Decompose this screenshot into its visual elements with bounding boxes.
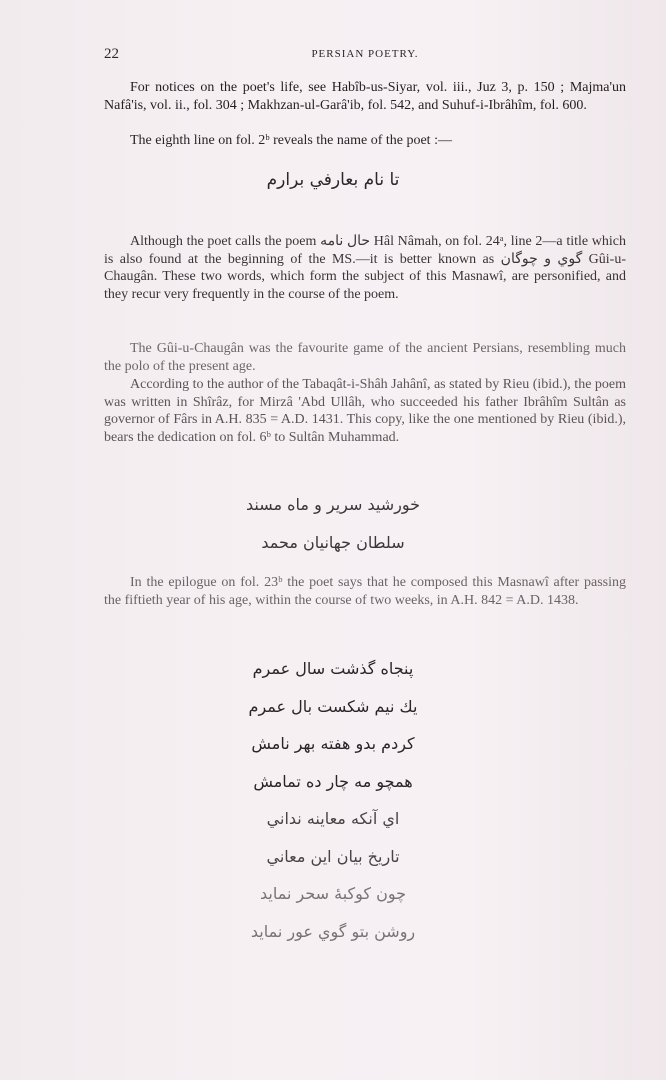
paragraph-sources: [104, 79, 626, 114]
paragraph-author: [104, 376, 626, 446]
verse-line: همچو مه چار ده تمامش: [253, 771, 413, 791]
paragraph-game: [104, 340, 626, 375]
verse-line: یك نیم شکست بال عمرم: [248, 696, 418, 716]
verse-epilogue: [0, 650, 666, 950]
paragraph-text: In the epilogue on fol. 23ᵇ the poet says that he composed this Masnawî after passing the fiftieth year of his age, within the course of two weeks, in A.H. 842 = A.D. 1438.: [104, 575, 626, 608]
paragraph-eighth-line: [104, 132, 626, 150]
paragraph-epilogue: [104, 574, 626, 609]
verse-line: پنجاه گذشت سال عمرم: [252, 659, 414, 678]
page-number: 22: [104, 46, 119, 62]
paragraph-text: The Gûi-u-Chaugân was the favourite game of the ancient Persians, resembling much the polo of the present age.: [104, 341, 626, 374]
verse-line: اي آنکه معاینه نداني: [266, 809, 400, 828]
verse-dedication: [0, 486, 666, 562]
paragraph-text: For notices on the poet's life, see Habîb-us-Siyar, vol. iii., Juz 3, p. 150 ; Majma'un Nafâ'is, vol. ii., fol. 304 ; Makhzan-ul-Garâ'ib, fol. 542, and Suhuf-i-Ibrâhîm, fol. 600.: [104, 80, 626, 113]
verse-line: سلطان جهانیان محمد: [261, 533, 405, 552]
paragraph-text: Although the poet calls the poem حال نامه Hâl Nâmah, on fol. 24ᵃ, line 2—a title which is also found at the beginning of the MS.—it is better known as گوي و چوگان Gûi-u-Chaugân. These two words, which form the subject of this Masnawî, are personified, and they recur very frequently in the course of the poem.: [104, 234, 627, 302]
verse-line: چون کوکبهٔ سحر نماید: [259, 884, 407, 903]
running-head: PERSIAN POETRY.: [311, 48, 419, 60]
verse-line: تا نام بعارفي برارم: [266, 170, 400, 190]
verse-line: کردم بدو هفته بهر نامش: [251, 734, 415, 753]
paragraph-text: According to the author of the Tabaqât-i-Shâh Jahânî, as stated by Rieu (ibid.), the poem was written in Shîrâz, for Mirzâ 'Abd Ullâh, who succeeded his father Ibrâhîm Sultân as governor of Fârs in A.H. 835 = A.D. 1431. This copy, like the one mentioned by Rieu (ibid.), bears the dedication on fol. 6ᵇ to Sultân Muhammad.: [104, 377, 627, 445]
paragraph-title: [104, 233, 626, 303]
verse-line: روشن بتو گوي عور نماید: [250, 921, 416, 941]
verse-line: تاریخ بیان این معاني: [266, 846, 400, 866]
page-header: [104, 46, 626, 70]
paragraph-text: The eighth line on fol. 2ᵇ reveals the name of the poet :—: [130, 133, 452, 148]
verse-line: خورشید سریر و ماه مسند: [246, 495, 420, 514]
verse-poet-name: [0, 170, 666, 190]
